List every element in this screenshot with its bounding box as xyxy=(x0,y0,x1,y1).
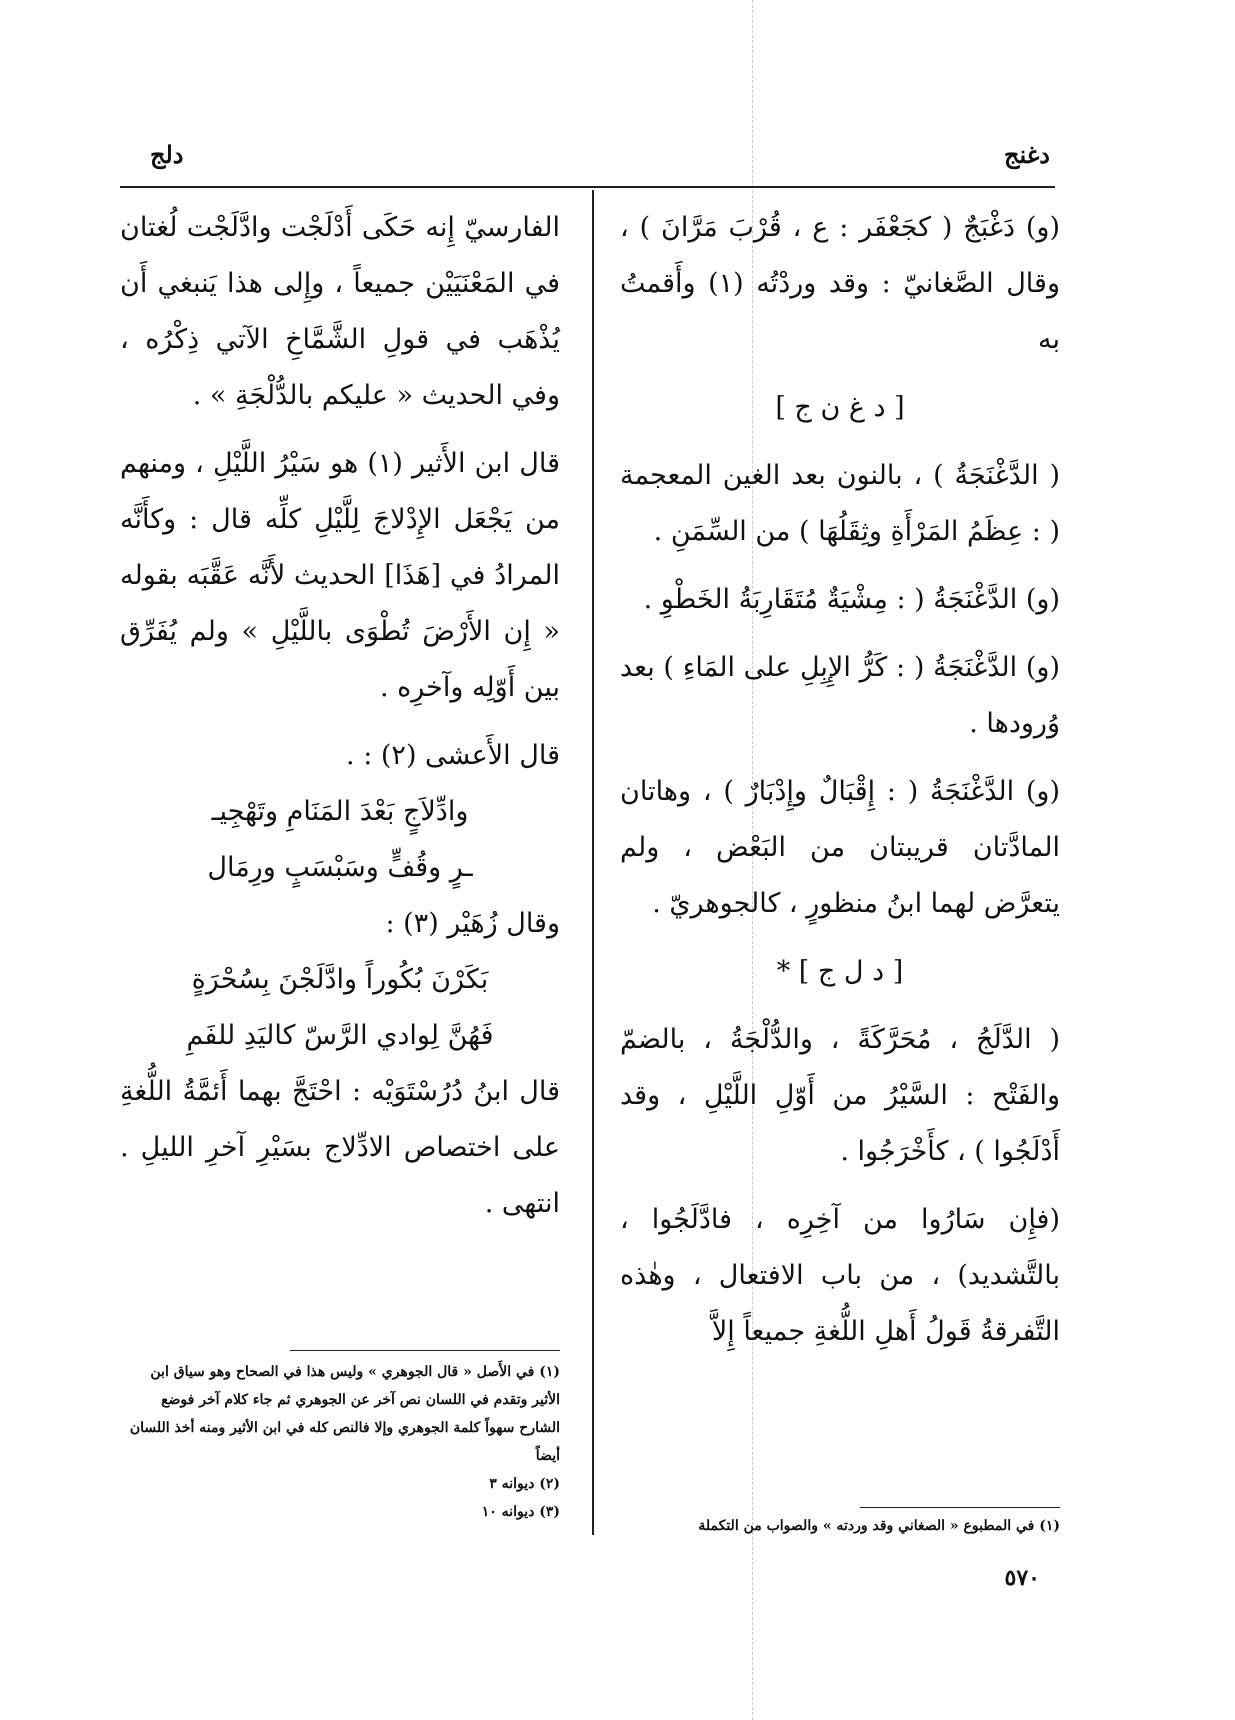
paragraph-ibn-durustawayh: قال ابنُ دُرُسْتَوَيْه : احْتَجَّ بهما أَئمَّةُ اللُّغةِ على اختصاص الادِّلاج بسَيْرِ آخرِ الليلِ . انتهى . xyxy=(120,1076,560,1219)
verse-asha-line1: وادِّلاَجٍ بَعْدَ المَنَامِ وتَهْجِيـ xyxy=(211,796,469,827)
paragraph-asha-intro: قال الأَعشى (٢) : . xyxy=(346,740,560,771)
entry-daghnaja-4: (و) الدَّغْنَجَةُ ( : إِقْبَالٌ وإِدْبَارٌ ) ، وهاتان المادَّتان قريبتان من البَعْض ، ولم يتعرَّض لهما ابنُ منظورٍ ، كالجوهريّ . xyxy=(620,776,1060,919)
paragraph-zuhayr-intro: وقال زُهَيْر (٣) : xyxy=(385,908,560,939)
entry-daghnaja-3: (و) الدَّغْنَجَةُ ( : كَرُّ الإِبِلِ على المَاءِ ) بعد وُرودها . xyxy=(620,652,1060,739)
footnote-left-3: (٣) ديوانه ١٠ xyxy=(481,1504,560,1520)
footnotes-right xyxy=(620,1512,1060,1540)
root-heading-dghnj: [ د غ ن ج ] xyxy=(775,392,905,423)
entry-iddalaj: (فإِن سَارُوا من آخِرِه ، فادَّلَجُوا ، بالتَّشديد) ، من باب الافتعال ، وهٰذه التَّفرقةُ قَولُ أَهلِ اللُّغةِ جميعاً إِلاَّ xyxy=(620,1204,1060,1347)
footnotes-left xyxy=(120,1358,560,1526)
root-heading-dlj: [ د ل ج ] * xyxy=(776,956,904,987)
entry-daghnaja-1: ( الدَّغْنَجَةُ ) ، بالنون بعد الغين المعجمة ( : عِظَمُ المَرْأَةِ وثِقَلُهَا ) من السِّمَنِ . xyxy=(620,460,1060,547)
paragraph-farisi: الفارسيّ إِنه حَكَى أَدْلَجْت وادَّلَجْت لُغتان في المَعْنَيَيْن جميعاً ، وإِلى هذا يَنبغي أَن يُذْهَب في قولِ الشَّمَّاخِ الآتي ذِكْرُه ، وفي الحديث « عليكم بالدُّلْجَةِ » . xyxy=(120,212,560,411)
running-head-left: دلج xyxy=(150,140,184,169)
paragraph-ibn-athir: قال ابن الأَثير (١) هو سَيْرُ اللَّيْلِ ، ومنهم من يَجْعَل الإِدْلاجَ لِلَّيْلِ كلِّه قال : وكأَنَّه المرادُ في [هَذَا] الحديث لأَنَّه عَقَّبَه بقوله « إِن الأَرْضَ تُطْوَى باللَّيْلِ » ولم يُفَرِّق بين أَوّلِه وآخرِه . xyxy=(120,448,560,703)
verse-asha-line2: ـرٍ وقُفٍّ وسَبْسَبٍ ورِمَال xyxy=(207,852,473,883)
left-column xyxy=(120,200,560,1232)
running-head-right: دغنج xyxy=(1004,140,1050,169)
verse-zuhayr-line1: بَكَرْنَ بُكُوراً وادَّلَجْنَ بِسُحْرَةٍ xyxy=(191,964,489,995)
footnote-rule-left xyxy=(290,1350,560,1351)
footnote-right-1: (١) في المطبوع « الصغاني وقد وردته » والصواب من التكملة xyxy=(698,1518,1060,1534)
footnote-left-1: (١) في الأَصل « قال الجوهري » وليس هذا في الصحاح وهو سياق ابن الأثير وتقدم في اللسان نص آخر عن الجوهري ثم جاء كلام آخر فوضع الشارح سهواً كلمة الجوهري وإلا فالنص كله في ابن الأثير ومنه أخذ اللسان أيضاً xyxy=(129,1364,560,1464)
verse-zuhayr-line2: فَهُنَّ لِوادي الرَّسّ كاليَدِ للفَمِ xyxy=(186,1020,494,1051)
entry-dalaj: ( الدَّلَجُ ، مُحَرَّكَةً ، والدُّلْجَةُ ، بالضمّ والفَتْح : السَّيْرُ من أَوّلِ اللَّيْلِ ، وقد أَدْلَجُوا ) ، كأَخْرَجُوا . xyxy=(620,1024,1060,1167)
right-column xyxy=(620,200,1060,1360)
footnote-left-2: (٢) ديوانه ٣ xyxy=(489,1476,560,1492)
header-rule xyxy=(120,186,1055,188)
footnote-rule-right xyxy=(860,1507,1060,1508)
page-number: ٥٧٠ xyxy=(1004,1565,1040,1591)
entry-daghnaja-2: (و) الدَّغْنَجَةُ ( : مِشْيَةٌ مُتَقَارِبَةُ الخَطْوِ . xyxy=(643,584,1060,615)
column-divider xyxy=(592,190,594,1535)
entry-daghbaj: (و) دَغْبَجٌ ( كجَعْفَر : ع ، قُرْبَ مَرَّانَ ) ، وقال الصَّغانيّ : وقد وردْتُه (١) وأَقمتُ به xyxy=(620,212,1060,355)
